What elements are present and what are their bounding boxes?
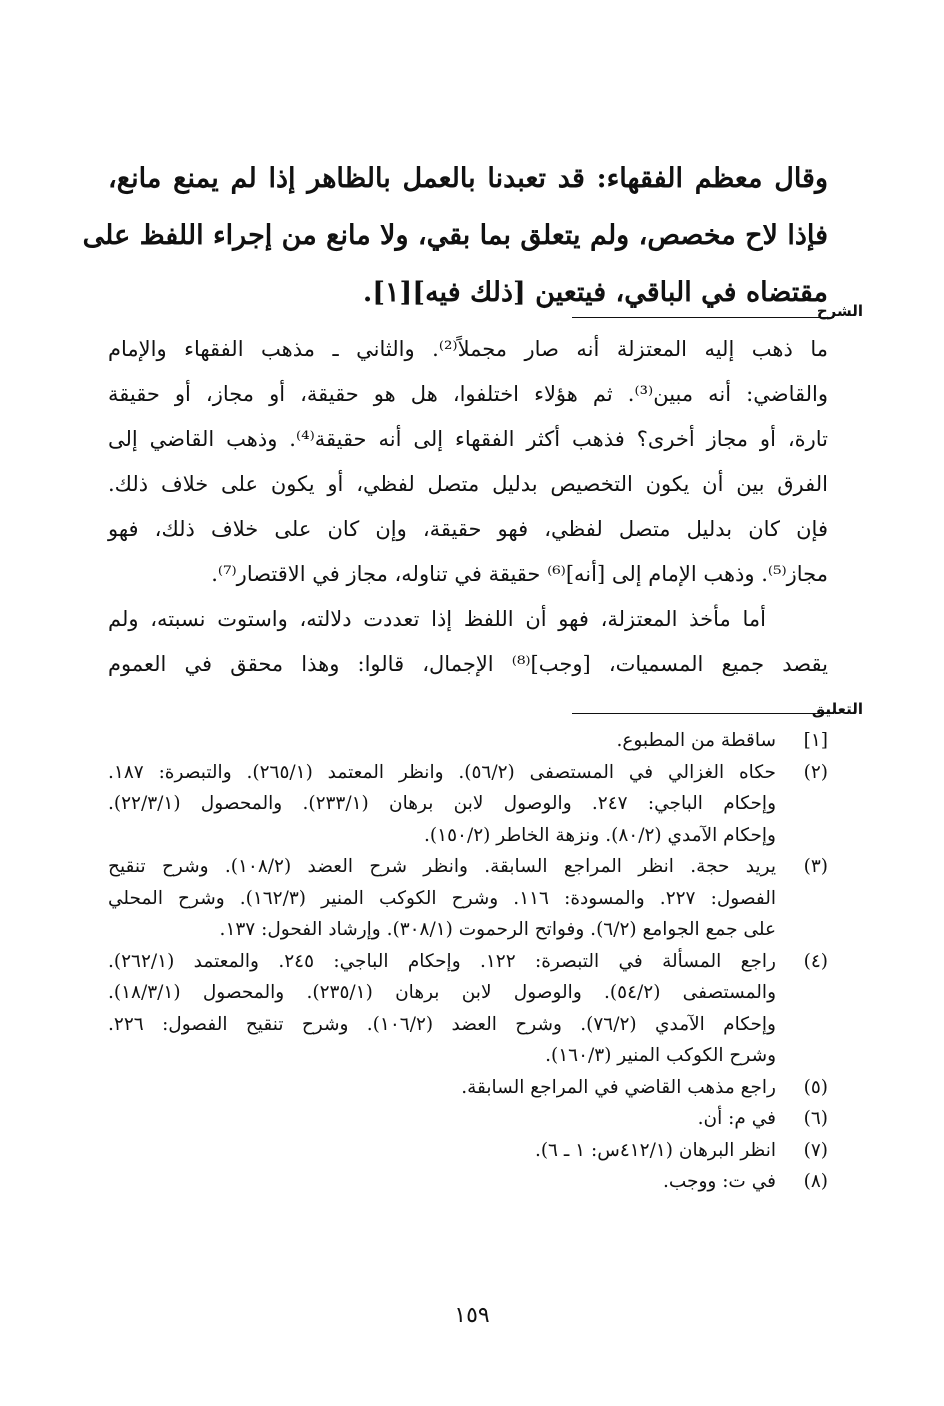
footnote-line: على جمع الجوامع (٦/٢). وفواتح الرحموت (٣٠٨/١). وإرشاد الفحول: ١٣٧. [219,919,776,940]
footnote-number: [١] [803,730,828,751]
main-line-1: وقال معظم الفقهاء: قد تعبدنا بالعمل بالظاهر إذا لم يمنع مانع، [108,163,828,194]
footnote-line: وإحكام الآمدي (٨٠/٢). ونزهة الخاطر (١٥٠/٢). [424,824,776,846]
footnotes [108,725,828,1198]
main-line-2: فإذا لاح مخصص، ولم يتعلق بما بقي، ولا مانع من إجراء اللفظ على [82,220,828,251]
footnote-line: راجع مذهب القاضي في المراجع السابقة. [461,1076,776,1098]
footnote-line: والمستصفى (٥٤/٢). والوصول لابن برهان (٢٣٥/١). والمحصول (١٨/٣/١). [108,982,777,1003]
footnote-line: راجع المسألة في التبصرة: ١٢٢. وإحكام الباجي: ٢٤٥. والمعتمد (٢٦٢/١). [108,950,776,972]
sharh-line-7: أما مأخذ المعتزلة، فهو أن اللفظ إذا تعددت دلالته، واستوت نسبته، ولم [108,607,766,631]
footnote-line: حكاه الغزالي في المستصفى (٥٦/٢). وانظر المعتمد (٢٦٥/١). والتبصرة: ١٨٧. [108,761,776,783]
taliq-divider [572,713,834,714]
footnote-2 [108,757,828,852]
sharh-section [108,327,828,687]
footnote-line: انظر البرهان (٤١٢/١س: ١ ـ ٦). [534,1139,776,1161]
footnote-number: (٧) [803,1139,828,1161]
footnote-5 [108,1072,828,1104]
footnote-4 [108,946,828,1072]
page-number: ١٥٩ [454,1303,490,1328]
sharh-line-2: والقاضي: أنه مبين⁽³⁾. ثم هؤلاء اختلفوا، هل هو حقيقة، أو مجاز، أو حقيقة [108,382,828,406]
footnote-8 [108,1166,828,1198]
sharh-line-8: يقصد جميع المسميات، [وجب]⁽⁸⁾ الإجمال، قالوا: وهذا محقق في العموم [108,652,828,676]
footnote-number: (٣) [803,856,828,877]
taliq-label: التعليق [811,700,863,718]
sharh-line-1: ما ذهب إليه المعتزلة أنه صار مجملاً⁽²⁾. والثاني ـ مذهب الفقهاء والإمام [108,337,828,361]
sharh-line-5: فإن كان بدليل متصل لفظي، فهو حقيقة، وإن كان على خلاف ذلك، فهو [108,517,828,541]
footnote-3 [108,851,828,946]
footnote-1 [108,725,828,757]
footnote-line: ساقطة من المطبوع. [616,730,776,751]
footnote-6 [108,1103,828,1135]
footnote-line: في م: أن. [697,1108,776,1129]
main-text [82,150,828,321]
footnote-number: (٥) [803,1076,828,1098]
sharh-divider [572,317,834,318]
footnote-line: وإحكام الآمدي (٧٦/٢). وشرح العضد (١٠٦/٢). وشرح تنقيح الفصول: ٢٢٦. [108,1013,776,1035]
footnote-line: في ت: ووجب. [662,1171,776,1192]
footnote-number: (٨) [803,1171,828,1192]
sharh-line-4: الفرق بين أن يكون التخصيص بدليل متصل لفظي، أو يكون على خلاف ذلك. [108,472,828,496]
sharh-line-3: تارة، أو مجاز أخرى؟ فذهب أكثر الفقهاء إلى أنه حقيقة⁽⁴⁾. وذهب القاضي إلى [108,427,828,451]
sharh-line-6: مجاز⁽⁵⁾. وذهب الإمام إلى [أنه]⁽⁶⁾ حقيقة في تناوله، مجاز في الاقتصار⁽⁷⁾. [211,562,828,586]
footnote-7 [108,1135,828,1167]
main-line-3: مقتضاه في الباقي، فيتعين [ذلك فيه][١]. [362,277,828,308]
footnote-line: يريد حجة. انظر المراجع السابقة. وانظر شرح العضد (١٠٨/٢). وشرح تنقيح [108,856,776,877]
sharh-label: الشرح [816,302,863,320]
footnote-line: الفصول: ٢٢٧. والمسودة: ١١٦. وشرح الكوكب المنير (١٦٢/٣). وشرح المحلي [108,887,776,909]
footnote-number: (٤) [803,950,828,972]
footnote-line: وشرح الكوكب المنير (١٦٠/٣). [545,1045,776,1066]
footnote-number: (٢) [803,761,828,783]
footnote-number: (٦) [803,1108,828,1129]
footnote-line: وإحكام الباجي: ٢٤٧. والوصول لابن برهان (٢٣٣/١). والمحصول (٢٢/٣/١). [108,793,777,814]
